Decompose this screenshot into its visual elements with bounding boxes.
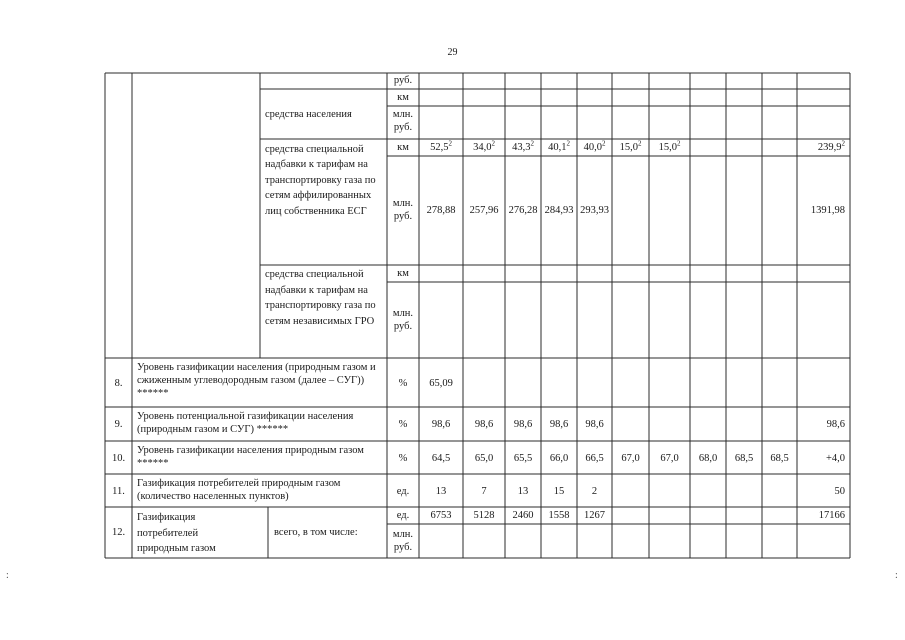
r2-unit-bottom: млн. руб.	[392, 109, 414, 133]
r3-rub-total: 1391,98	[810, 205, 845, 216]
r9-num: 9.	[114, 419, 123, 430]
r3-rub-value: 284,93	[544, 205, 574, 216]
r12-unit-top: ед.	[396, 510, 410, 521]
r2-unit-top: км	[397, 92, 409, 103]
r12-num: 12.	[111, 527, 126, 538]
r3-rub-value: 278,88	[426, 205, 456, 216]
r9-unit: %	[398, 419, 408, 430]
r11-value: 13	[517, 486, 529, 497]
r9-total: 98,6	[826, 419, 845, 430]
r3-km-value: 52,5$^2$	[430, 139, 452, 153]
r10-value: 66,0	[549, 453, 569, 464]
r10-value: 65,0	[474, 453, 494, 464]
r10-value: 68,5	[734, 453, 754, 464]
r10-value: 66,5	[585, 453, 604, 464]
right-edge-mark: :	[895, 570, 898, 581]
r11-value: 7	[481, 486, 487, 497]
r11-value: 15	[553, 486, 565, 497]
r12-label: Газификация потребителей природным газом	[137, 512, 216, 554]
r12-value: 1267	[584, 510, 605, 521]
r9-value: 98,6	[549, 419, 569, 430]
r12-value: 6753	[430, 510, 452, 521]
r12-total: 17166	[818, 510, 845, 521]
r3-label: средства специальной надбавки к тарифам на транспортировку газа по сетям аффилированных лиц собственника ЕСГ	[265, 144, 376, 217]
r4-unit-top: км	[397, 268, 409, 279]
r10-value: 67,0	[621, 453, 640, 464]
r10-value: 68,5	[770, 453, 789, 464]
r3-rub-value: 293,93	[580, 205, 609, 216]
r3-rub-value: 257,96	[469, 205, 499, 216]
r3-km-value: 40,1$^2$	[548, 139, 570, 153]
r9-label: Уровень потенциальной газификации населения (природным газом и СУГ) ******	[137, 411, 354, 435]
r3-km-value: 15,0$^2$	[658, 139, 681, 153]
r8-num: 8.	[114, 378, 123, 389]
r11-num: 11.	[112, 486, 125, 497]
r9-value: 98,6	[513, 419, 533, 430]
r12-value: 1558	[548, 510, 570, 521]
r3-unit-bottom: млн. руб.	[392, 198, 414, 222]
r8-unit: %	[398, 378, 408, 389]
r10-value: 64,5	[431, 453, 451, 464]
r10-num: 10.	[111, 453, 126, 464]
r9-value: 98,6	[431, 419, 451, 430]
r10-value: 65,5	[513, 453, 533, 464]
r11-unit: ед.	[396, 486, 410, 497]
r3-km-value: 34,0$^2$	[473, 139, 495, 153]
r10-value: 67,0	[660, 453, 679, 464]
r11-total: 50	[834, 486, 845, 497]
left-edge-mark: :	[6, 570, 9, 581]
r3-km-total: 239,9$^2$	[817, 139, 845, 153]
r11-value: 13	[435, 486, 447, 497]
r9-value: 98,6	[585, 419, 604, 430]
r9-value: 98,6	[474, 419, 494, 430]
r12-value: 5128	[473, 510, 495, 521]
r12-sublabel: всего, в том числе:	[274, 527, 358, 538]
r10-total: +4,0	[825, 453, 845, 464]
r3-km-value: 43,3$^2$	[512, 139, 534, 153]
r4-unit-bottom: млн. руб.	[392, 308, 414, 332]
r11-label: Газификация потребителей природным газом (количество населенных пунктов)	[137, 478, 341, 502]
r1-unit: руб.	[393, 75, 413, 86]
r3-rub-value: 276,28	[508, 205, 538, 216]
r3-unit-top: км	[397, 142, 409, 153]
r10-value: 68,0	[698, 453, 718, 464]
r3-km-value: 15,0$^2$	[619, 139, 642, 153]
r10-label: Уровень газификации населения природным газом ******	[137, 445, 364, 469]
r12-unit-bottom: млн. руб.	[392, 529, 414, 553]
r3-km-value: 40,0$^2$	[583, 139, 606, 153]
r2-label: средства населения	[265, 109, 352, 120]
page-number: 29	[447, 47, 458, 58]
r4-label: средства специальной надбавки к тарифам на транспортировку газа по сетям независимых ГРО	[265, 269, 376, 327]
r12-value: 2460	[512, 510, 534, 521]
r11-value: 2	[591, 486, 598, 497]
r8-label: Уровень газификации населения (природным газом и сжиженным углеводородным газом (далее – СУГ)) ******	[137, 362, 376, 399]
r8-value: 65,09	[429, 378, 453, 389]
r10-unit: %	[398, 453, 408, 464]
